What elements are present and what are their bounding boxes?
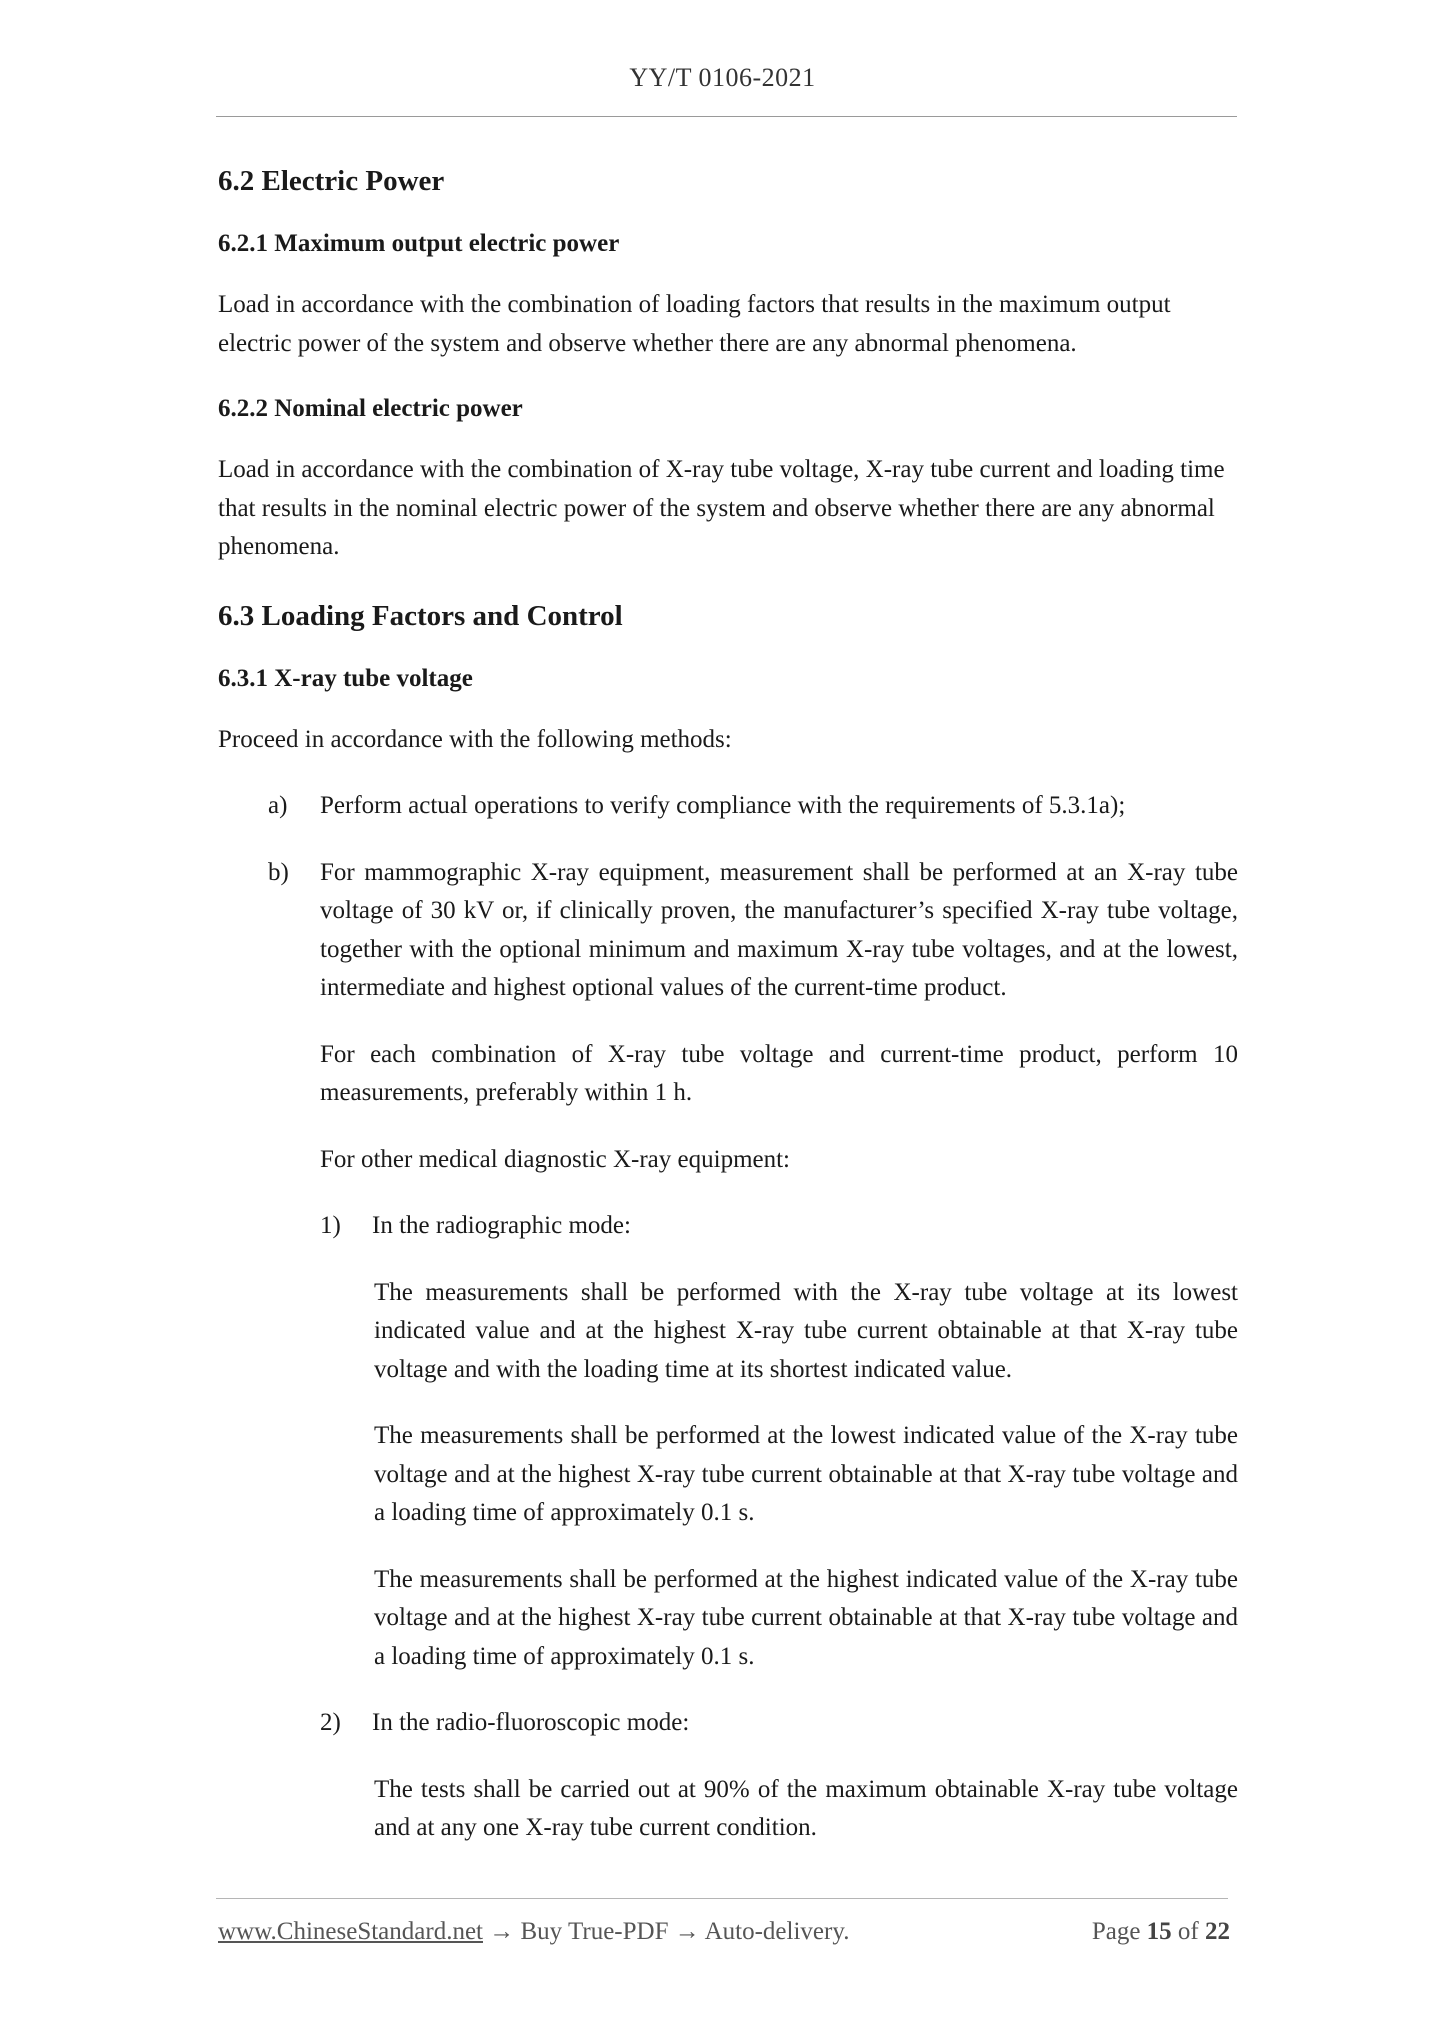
sub-item-1-text: In the radiographic mode: — [372, 1212, 631, 1239]
page-label: Page — [1091, 1918, 1141, 1945]
section-6-3-1-intro: Proceed in accordance with the following methods: — [218, 725, 732, 753]
page-header: YY/T 0106-2021 — [629, 63, 816, 92]
sub-item-2 — [218, 1704, 1238, 1743]
page-content — [218, 160, 1238, 1876]
list-marker-b: b) — [268, 858, 289, 886]
page-of-label: of — [1177, 1918, 1199, 1945]
sub-item-1-paragraph-2: The measurements shall be performed at the lowest indicated value of the X-ray tube voltage and at the highest X-ray tube current obtainable at that X-ray tube voltage and a loading time of approximately 0.1 s. — [374, 1422, 1238, 1526]
sub-item-1-paragraph-3: The measurements shall be performed at the highest indicated value of the X-ray tube voltage and at the highest X-ray tube current obtainable at that X-ray tube voltage and a loading time of approximately 0.1 s. — [374, 1565, 1238, 1670]
footer-divider — [216, 1898, 1228, 1899]
header-divider — [216, 116, 1237, 117]
list-marker-a: a) — [268, 792, 288, 819]
sub-item-2-text: In the radio-fluoroscopic mode: — [372, 1709, 690, 1736]
page-indicator — [1092, 1918, 1230, 1946]
section-6-2-1-heading: 6.2.1 Maximum output electric power — [218, 230, 620, 257]
section-6-2-1-paragraph: Load in accordance with the combination of loading factors that results in the maximum output electric power of the system and observe whether there are any abnormal phenomena. — [218, 291, 1171, 357]
footer-promo-text: → Buy True-PDF → Auto-delivery. — [483, 1918, 850, 1945]
website-link[interactable]: www.ChineseStandard.net — [218, 1918, 483, 1945]
list-item-b-text: For mammographic X-ray equipment, measurement shall be performed at an X-ray tube voltage of 30 kV or, if clinically proven, the manufacturer’s specified X-ray tube voltage, together with the optional minimum and maximum X-ray tube voltages, and at the lowest, intermediate and highest optional values of the current-time product. — [320, 858, 1238, 1001]
section-6-3-heading: 6.3 Loading Factors and Control — [218, 599, 623, 632]
page-current: 15 — [1146, 1918, 1172, 1945]
section-6-2-2-paragraph: Load in accordance with the combination of X-ray tube voltage, X-ray tube current and loading time that results in the nominal electric power of the system and observe whether there are any abnormal phenomena. — [218, 456, 1225, 560]
sub-item-1 — [218, 1207, 1238, 1246]
sub-marker-2: 2) — [320, 1709, 341, 1736]
sub-item-1-paragraph-1: The measurements shall be performed with the X-ray tube voltage at its lowest indicated value and at the highest X-ray tube current obtainable at that X-ray tube voltage and with the loading time at its shortest indicated value. — [374, 1278, 1238, 1383]
list-item-a-text: Perform actual operations to verify compliance with the requirements of 5.3.1a); — [320, 792, 1126, 819]
list-item-a — [218, 787, 1238, 826]
list-item-b — [218, 854, 1238, 1008]
page-total: 22 — [1205, 1918, 1230, 1945]
section-6-3-1-heading: 6.3.1 X-ray tube voltage — [218, 664, 473, 692]
section-6-2-heading: 6.2 Electric Power — [218, 165, 445, 197]
section-6-2-2-heading: 6.2.2 Nominal electric power — [218, 395, 523, 422]
sub-marker-1: 1) — [320, 1212, 341, 1239]
list-item-b-paragraph-2: For each combination of X-ray tube voltage and current-time product, perform 10 measurements, preferably within 1 h. — [320, 1040, 1238, 1106]
page-footer — [218, 1918, 1230, 1946]
footer-promo — [218, 1918, 849, 1946]
list-item-b-paragraph-3: For other medical diagnostic X-ray equipment: — [320, 1145, 791, 1173]
sub-item-2-paragraph-1: The tests shall be carried out at 90% of the maximum obtainable X-ray tube voltage and at any one X-ray tube current condition. — [374, 1775, 1238, 1841]
